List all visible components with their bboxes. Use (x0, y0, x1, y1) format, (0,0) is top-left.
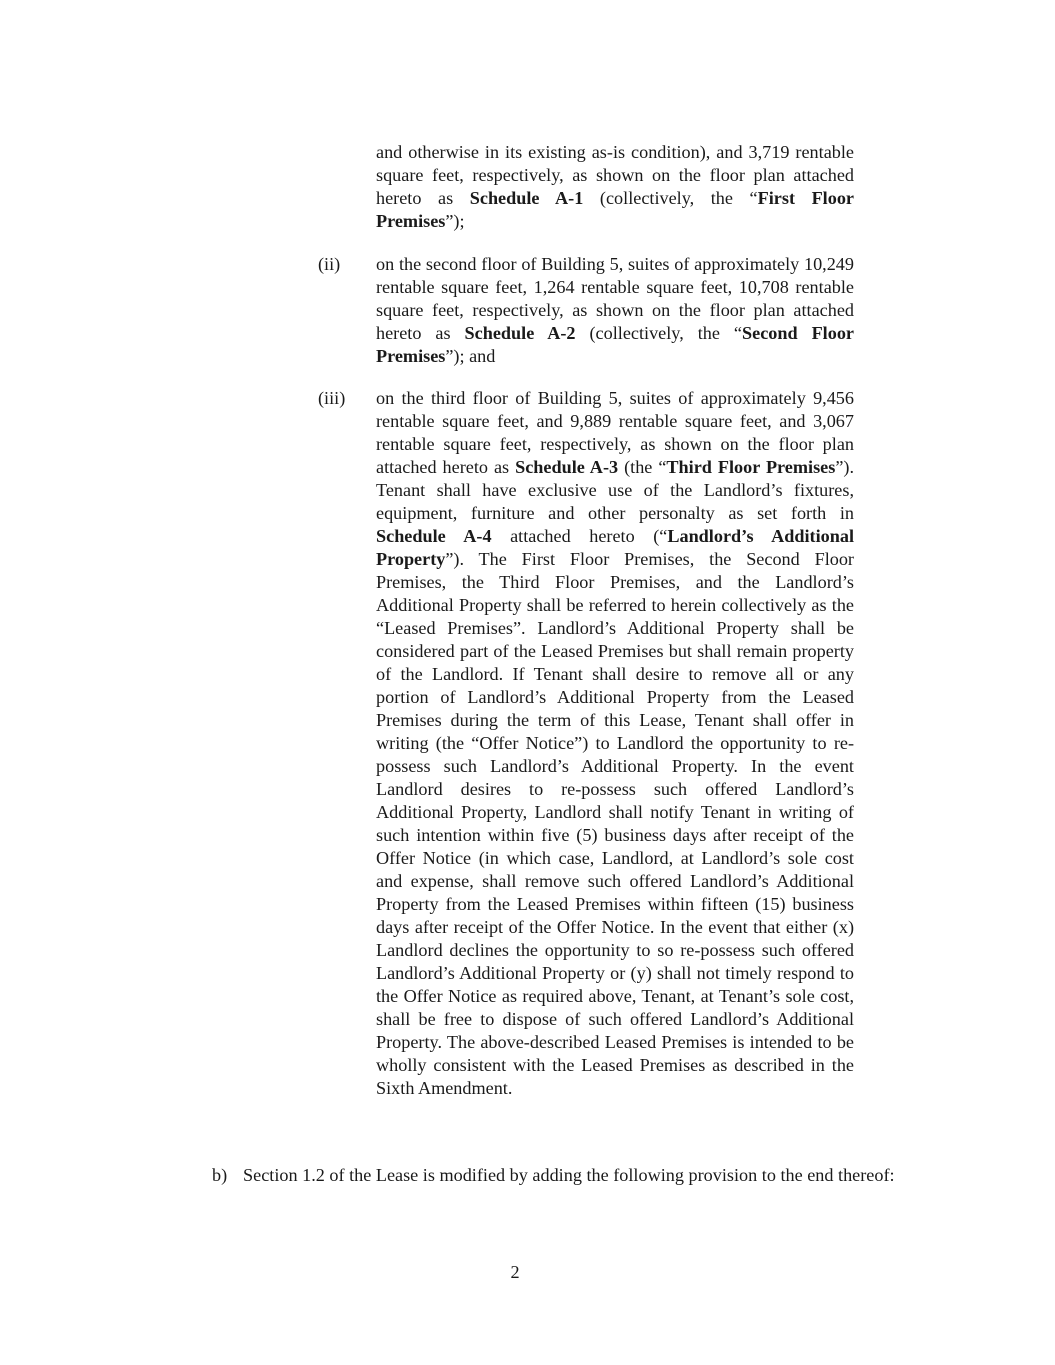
bold-term-first-floor-premises: First Floor Premises (376, 188, 854, 231)
text-run: ”). Tenant shall have exclusive use of the Landlord’s fixtures, equipment, furniture and other personalty as set forth in (376, 457, 854, 523)
list-marker-iii: (iii) (318, 388, 346, 408)
paragraph-second-floor-premises (376, 253, 854, 368)
paragraph-first-floor-premises (376, 141, 854, 233)
page-number: 2 (510, 1262, 520, 1282)
text-run: ”); and (445, 346, 496, 366)
text-run: on the third floor of Building 5, suites of approximately 9,456 rentable square feet, and 9,889 rentable square feet, and 3,067 rentable square feet, respectively, as shown on the floor plan attached hereto as (376, 388, 854, 477)
text-run: attached hereto (“ (491, 526, 668, 546)
text-run: ”). The First Floor Premises, the Second Floor Premises, the Third Floor Premises, and the Landlord’s Additional Property shall be referred to herein collectively as the “Leased Premises”. Landlord’s Additional Property shall be considered part of the Leased Premises but shall remain property of the Landlord. If Tenant shall desire to remove all or any portion of Landlord’s Additional Property from the Leased Premises during the term of this Lease, Tenant shall offer in writing (the “Offer Notice”) to Landlord the opportunity to re-possess such Landlord’s Additional Property. In the event Landlord desires to re-possess such offered Landlord’s Additional Property, Landlord shall notify Tenant in writing of such intention within five (5) business days after receipt of the Offer Notice (in which case, Landlord, at Landlord’s sole cost and expense, shall remove such offered Landlord’s Additional Property from the Leased Premises within fifteen (15) business days after receipt of the Offer Notice. In the event that either (x) Landlord declines the opportunity to so re-possess such offered Landlord’s Additional Property or (y) shall not timely respond to the Offer Notice as required above, Tenant, at Tenant’s sole cost, shall be free to dispose of such offered Landlord’s Additional Property. The above-described Leased Premises is intended to be wholly consistent with the Leased Premises as described in the Sixth Amendment. (376, 549, 854, 1098)
list-marker-b: b) (212, 1165, 228, 1185)
text-run: on the second floor of Building 5, suites of approximately 10,249 rentable square feet, 1,264 rentable square feet, 10,708 rentable square feet, respectively, as shown on the floor plan attached hereto as (376, 254, 854, 343)
text-run: (collectively, the “ (575, 323, 743, 343)
paragraph-third-floor-premises (376, 387, 854, 1100)
text-run: (the “ (618, 457, 667, 477)
text-run: (collectively, the “ (583, 188, 758, 208)
text-run: and otherwise in its existing as-is condition), and 3,719 rentable square feet, respectively, as shown on the floor plan attached hereto as (376, 142, 854, 208)
paragraph-section-1-2: Section 1.2 of the Lease is modified by adding the following provision to the end thereof: (243, 1165, 895, 1185)
list-marker-ii: (ii) (318, 254, 341, 274)
bold-term-schedule-a2: Schedule A-2 (464, 323, 576, 343)
bold-term-schedule-a3: Schedule A-3 (515, 457, 619, 477)
bold-term-landlords-additional-property: Landlord’s Additional Property (376, 526, 855, 569)
bold-term-schedule-a1: Schedule A-1 (469, 188, 584, 208)
text-run: ”); (445, 211, 465, 231)
bold-term-third-floor-premises: Third Floor Premises (666, 457, 836, 477)
bold-term-second-floor-premises: Second Floor Premises (376, 323, 854, 366)
bold-term-schedule-a4: Schedule A-4 (376, 526, 492, 546)
